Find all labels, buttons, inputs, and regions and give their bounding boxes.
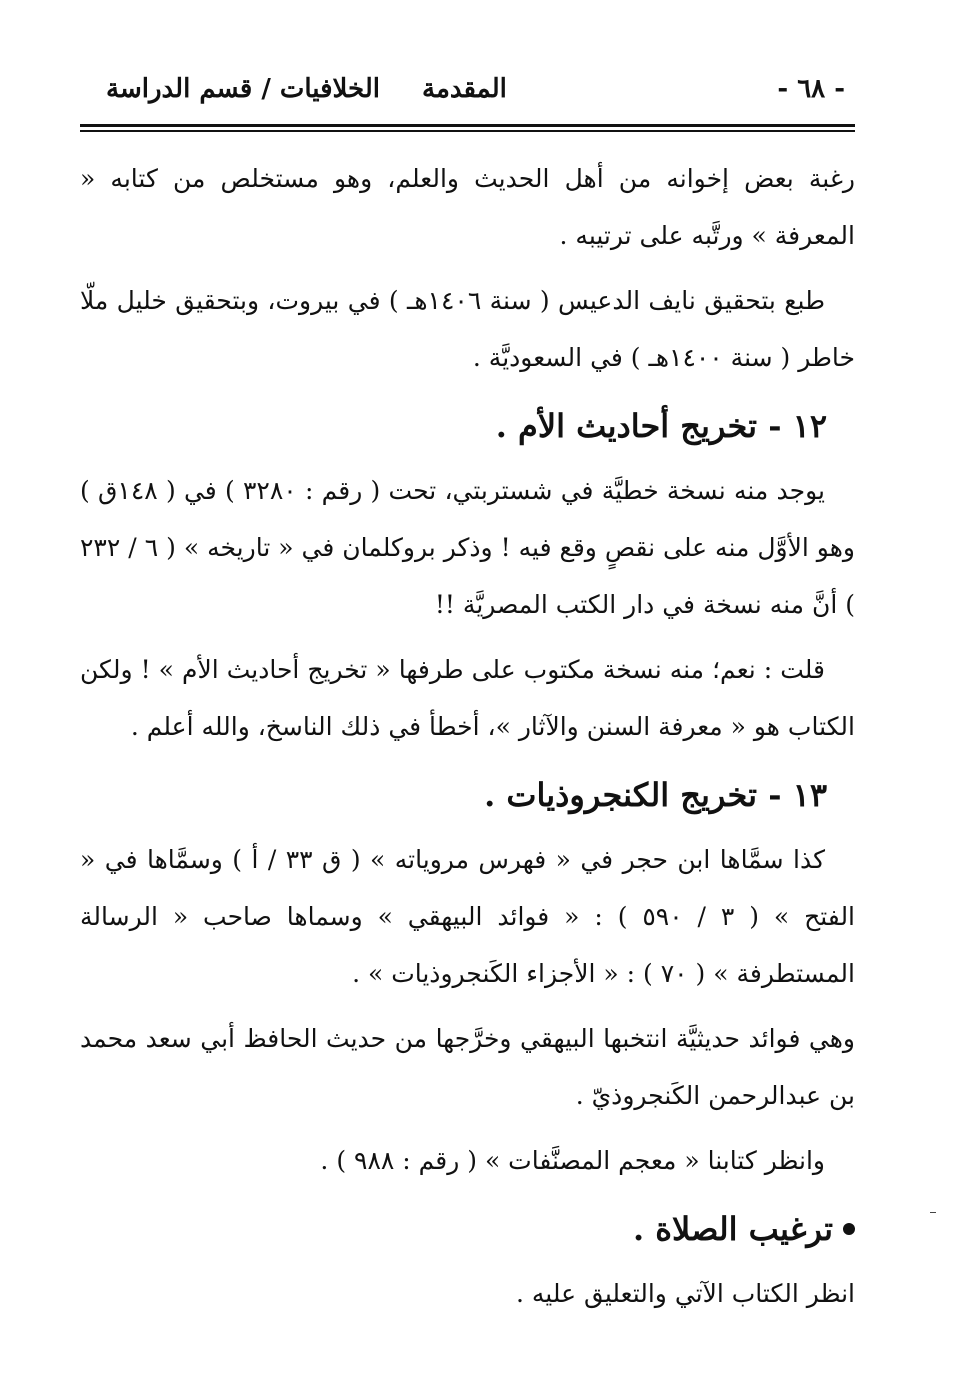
paragraph: يوجد منه نسخة خطيَّة في شستربتي، تحت ( رقم : ٣٢٨٠ ) في ( ١٤٨ق ) وهو الأوَّل منه على نقصٍ وقع فيه ! وذكر بروكلمان في « تاريخه » ( ٦ / ٢٣٢ ) أنَّ منه نسخة في دار الكتب المصريَّة !! bbox=[80, 476, 855, 619]
page-content bbox=[80, 150, 855, 1330]
paragraph: انظر الكتاب الآتي والتعليق عليه . bbox=[515, 1279, 855, 1308]
bullet-heading-text: ترغيب الصلاة . bbox=[632, 1210, 833, 1248]
header-rule-thick bbox=[80, 124, 855, 127]
page-number: - ٦٨ - bbox=[777, 74, 845, 104]
section-heading-13: ١٣ - تخريج الكنجروذيات . bbox=[484, 776, 827, 814]
paragraph: قلت : نعم؛ منه نسخة مكتوب على طرفها « تخريج أحاديث الأم » ! ولكن الكتاب هو « معرفة السنن والآثار »، أخطأ في ذلك الناسخ، والله أعلم . bbox=[80, 655, 855, 741]
paragraph: كذا سمَّاها ابن حجر في « فهرس مروياته » ( ق ٣٣ / أ ) وسمَّاها في « الفتح » ( ٣ / ٥٩٠ ) : « فوائد البيهقي » وسماها صاحب « الرسالة المستطرفة » ( ٧٠ ) : « الأجزاء الكَنجروذيات » . bbox=[80, 845, 856, 988]
paragraph: وهي فوائد حديثيَّة انتخبها البيهقي وخرَّجها من حديث الحافظ أبي سعد محمد بن عبدالرحمن الكَنجروذيّ . bbox=[80, 1024, 855, 1110]
header-section-title: المقدمة bbox=[422, 74, 507, 104]
paragraph: رغبة بعض إخوانه من أهل الحديث والعلم، وهو مستخلص من كتابه « المعرفة » ورتَّبه على ترتيبه . bbox=[80, 164, 855, 250]
section-heading-12: ١٢ - تخريج أحاديث الأم . bbox=[495, 407, 827, 445]
bullet-icon bbox=[843, 1223, 855, 1235]
bullet-heading bbox=[80, 1197, 855, 1261]
header-book-title: الخلافيات / قسم الدراسة bbox=[106, 74, 380, 104]
scan-mark bbox=[930, 1212, 936, 1213]
header-rule-thin bbox=[80, 130, 855, 132]
paragraph: طبع بتحقيق نايف الدعيس ( سنة ١٤٠٦هـ ) في بيروت، وبتحقيق خليل ملّا خاطر ( سنة ١٤٠٠هـ ) في السعوديَّة . bbox=[80, 286, 855, 372]
paragraph: وانظر كتابنا « معجم المصنَّفات » ( رقم : ٩٨٨ ) . bbox=[320, 1146, 825, 1175]
running-header bbox=[80, 64, 855, 114]
